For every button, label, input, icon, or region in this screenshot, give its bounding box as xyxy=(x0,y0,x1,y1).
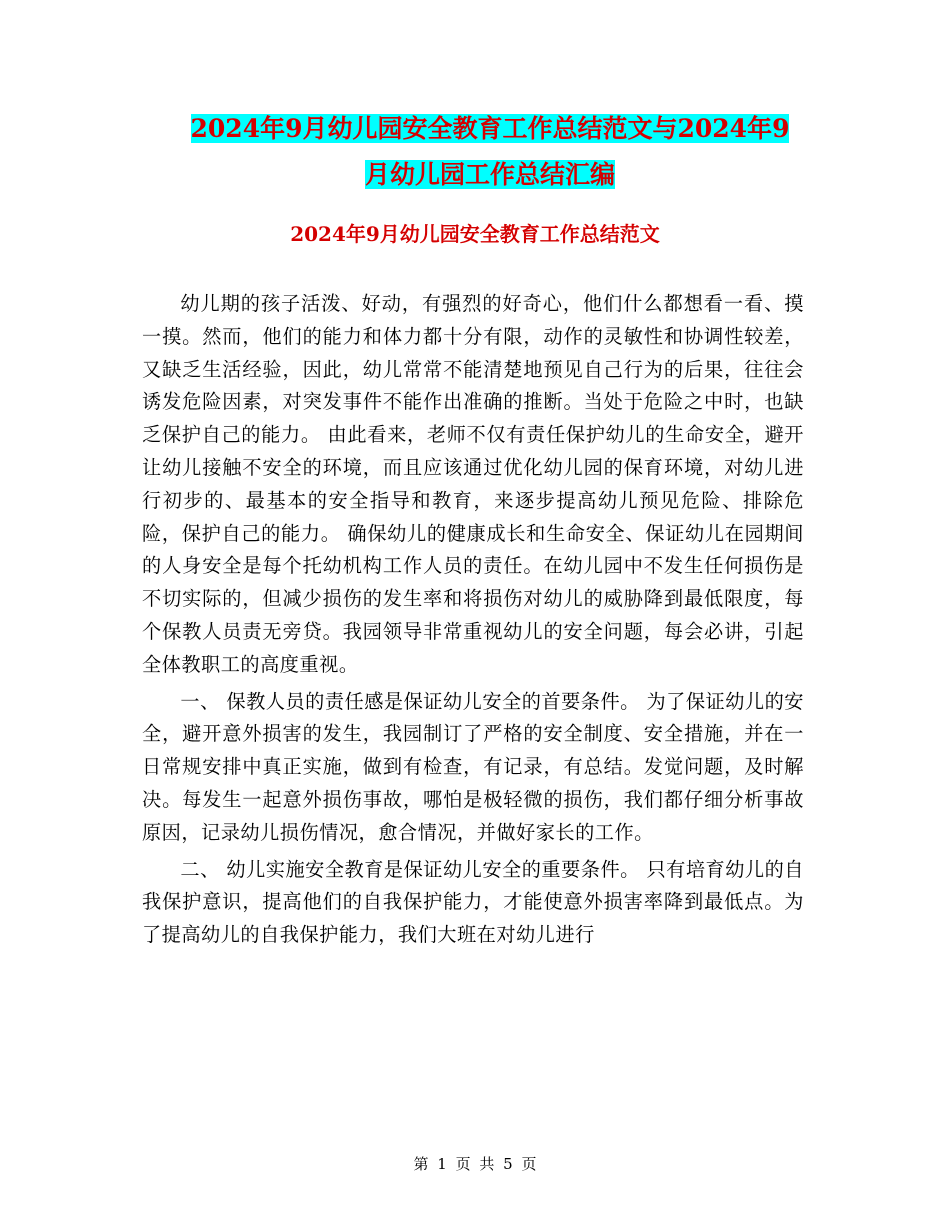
document-body xyxy=(142,288,804,956)
page-number-footer: 第 1 页 共 5 页 xyxy=(413,1155,537,1173)
paragraph-section-2: 二、 幼儿实施安全教育是保证幼儿安全的重要条件。 只有培育幼儿的自我保护意识，提高他们的自我保护能力，才能使意外损害率降到最低点。为了提高幼儿的自我保护能力，我们大班在对幼儿进行 xyxy=(142,857,804,947)
section-title: 2024年9月幼儿园安全教育工作总结范文 xyxy=(290,222,660,246)
paragraph-intro: 幼儿期的孩子活泼、好动，有强烈的好奇心，他们什么都想看一看、摸一摸。然而，他们的能力和体力都十分有限，动作的灵敏性和协调性较差，又缺乏生活经验，因此，幼儿常常不能清楚地预见自己行为的后果，往往会诱发危险因素，对突发事件不能作出准确的推断。当处于危险之中时，也缺乏保护自己的能力。 由此看来，老师不仅有责任保护幼儿的生命安全，避开让幼儿接触不安全的环境，而且应该通过优化幼儿园的保育环境，对幼儿进行初步的、最基本的安全指导和教育，来逐步提高幼儿预见危险、排除危险，保护自己的能力。 确保幼儿的健康成长和生命安全、保证幼儿在园期间的人身安全是每个托幼机构工作人员的责任。在幼儿园中不发生任何损伤是不切实际的，但减少损伤的发生率和将损伤对幼儿的威胁降到最低限度，每个保教人员责无旁贷。我园领导非常重视幼儿的安全问题，每会必讲，引起全体教职工的高度重视。 xyxy=(142,292,804,676)
document-title-line-1: 2024年9月幼儿园安全教育工作总结范文与2024年9 xyxy=(190,114,790,143)
document-title-line-2: 月幼儿园工作总结汇编 xyxy=(364,160,615,189)
document-title xyxy=(140,106,840,198)
paragraph-section-1: 一、 保教人员的责任感是保证幼儿安全的首要条件。 为了保证幼儿的安全，避开意外损害的发生，我园制订了严格的安全制度、安全措施，并在一日常规安排中真正实施，做到有检查，有记录，有总结。发觉问题，及时解决。每发生一起意外损伤事故，哪怕是极轻微的损伤，我们都仔细分析事故原因，记录幼儿损伤情况，愈合情况，并做好家长的工作。 xyxy=(142,689,804,844)
